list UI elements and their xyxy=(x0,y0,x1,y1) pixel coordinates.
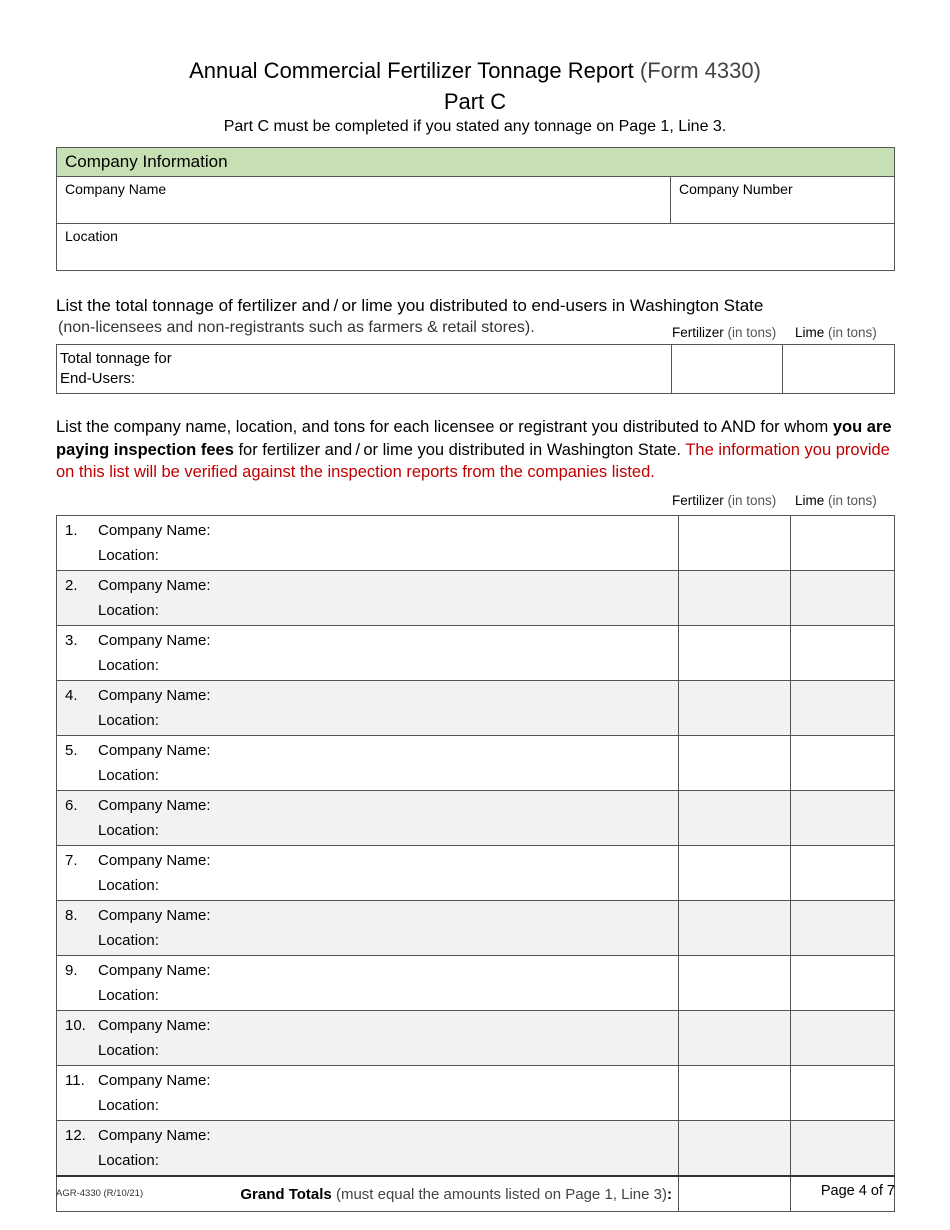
row-lime-input[interactable] xyxy=(791,846,895,901)
row-location-label: Location: xyxy=(98,602,159,619)
row-number: 4. xyxy=(65,687,78,704)
row-lime-input[interactable] xyxy=(791,736,895,791)
company-info-heading: Company Information xyxy=(57,148,895,177)
row-fertilizer-input[interactable] xyxy=(679,1066,791,1121)
licensee-row-label[interactable] xyxy=(57,956,679,1011)
row-fertilizer-input[interactable] xyxy=(679,956,791,1011)
licensee-row-label[interactable] xyxy=(57,571,679,626)
row-company-name-label: Company Name: xyxy=(98,797,211,814)
location-field[interactable] xyxy=(57,224,895,271)
row-number: 1. xyxy=(65,522,78,539)
end-user-lime-input[interactable] xyxy=(783,345,895,394)
end-user-lime-header: Lime (in tons) xyxy=(795,325,877,340)
row-fertilizer-input[interactable] xyxy=(679,626,791,681)
grand-totals-label: Grand Totals (must equal the amounts listed on Page 1, Line 3): xyxy=(57,1176,679,1212)
form-code: AGR-4330 (R/10/21) xyxy=(56,1188,144,1199)
licensee-row xyxy=(57,1121,895,1177)
licensee-row xyxy=(57,846,895,901)
grand-total-fertilizer-input[interactable] xyxy=(679,1176,791,1212)
title-form-number: (Form 4330) xyxy=(639,58,761,83)
licensee-row xyxy=(57,571,895,626)
row-number: 2. xyxy=(65,577,78,594)
row-number: 5. xyxy=(65,742,78,759)
end-user-row-label: Total tonnage for End-Users: xyxy=(57,345,672,394)
row-location-label: Location: xyxy=(98,1042,159,1059)
row-lime-input[interactable] xyxy=(791,571,895,626)
row-fertilizer-input[interactable] xyxy=(679,901,791,956)
row-lime-input[interactable] xyxy=(791,516,895,571)
row-fertilizer-input[interactable] xyxy=(679,571,791,626)
end-user-fertilizer-input[interactable] xyxy=(672,345,783,394)
row-location-label: Location: xyxy=(98,987,159,1004)
row-company-name-label: Company Name: xyxy=(98,1072,211,1089)
row-lime-input[interactable] xyxy=(791,1066,895,1121)
row-number: 8. xyxy=(65,907,78,924)
part-heading: Part C xyxy=(443,89,507,114)
company-number-label: Company Number xyxy=(679,181,793,197)
row-lime-input[interactable] xyxy=(791,956,895,1011)
row-company-name-label: Company Name: xyxy=(98,962,211,979)
row-fertilizer-input[interactable] xyxy=(679,846,791,901)
row-fertilizer-input[interactable] xyxy=(679,1121,791,1177)
licensee-row-label[interactable] xyxy=(57,1121,679,1177)
company-name-field[interactable] xyxy=(57,177,671,224)
licensee-row xyxy=(57,516,895,571)
location-label: Location xyxy=(65,228,118,244)
row-location-label: Location: xyxy=(98,547,159,564)
row-lime-input[interactable] xyxy=(791,681,895,736)
verification-warning: The information you provide on this list will be verified against the inspection reports from the companies listed. xyxy=(56,440,890,481)
row-company-name-label: Company Name: xyxy=(98,632,211,649)
row-fertilizer-input[interactable] xyxy=(679,791,791,846)
end-user-fertilizer-header: Fertilizer (in tons) xyxy=(672,325,777,340)
licensee-row-label[interactable] xyxy=(57,901,679,956)
end-user-table xyxy=(56,344,895,394)
licensee-row-label[interactable] xyxy=(57,1066,679,1121)
row-number: 11. xyxy=(65,1072,85,1089)
row-number: 7. xyxy=(65,852,78,869)
licensee-lime-header: Lime (in tons) xyxy=(795,493,877,508)
end-user-instruction-note: (non-licensees and non-registrants such as farmers & retail stores). xyxy=(58,319,535,336)
row-company-name-label: Company Name: xyxy=(98,522,211,539)
row-number: 3. xyxy=(65,632,78,649)
licensee-row xyxy=(57,626,895,681)
row-location-label: Location: xyxy=(98,877,159,894)
grand-totals-row xyxy=(57,1176,895,1212)
row-number: 9. xyxy=(65,962,78,979)
part-note: Part C must be completed if you stated any tonnage on Page 1, Line 3. xyxy=(223,118,727,135)
row-location-label: Location: xyxy=(98,1152,159,1169)
title-main: Annual Commercial Fertilizer Tonnage Report xyxy=(189,58,634,83)
row-location-label: Location: xyxy=(98,712,159,729)
licensee-row-label[interactable] xyxy=(57,791,679,846)
licensee-row-label[interactable] xyxy=(57,626,679,681)
row-fertilizer-input[interactable] xyxy=(679,1011,791,1066)
row-company-name-label: Company Name: xyxy=(98,577,211,594)
row-company-name-label: Company Name: xyxy=(98,852,211,869)
row-number: 12. xyxy=(65,1127,86,1144)
row-lime-input[interactable] xyxy=(791,1011,895,1066)
licensee-row-label[interactable] xyxy=(57,516,679,571)
licensee-table xyxy=(56,515,895,1212)
row-location-label: Location: xyxy=(98,767,159,784)
licensee-row-label[interactable] xyxy=(57,681,679,736)
row-fertilizer-input[interactable] xyxy=(679,516,791,571)
row-location-label: Location: xyxy=(98,657,159,674)
licensee-row xyxy=(57,681,895,736)
licensee-row xyxy=(57,956,895,1011)
row-lime-input[interactable] xyxy=(791,901,895,956)
row-company-name-label: Company Name: xyxy=(98,1127,211,1144)
row-number: 6. xyxy=(65,797,78,814)
row-company-name-label: Company Name: xyxy=(98,742,211,759)
licensee-row xyxy=(57,1011,895,1066)
row-location-label: Location: xyxy=(98,932,159,949)
licensee-row xyxy=(57,791,895,846)
company-number-field[interactable] xyxy=(671,177,895,224)
licensee-row-label[interactable] xyxy=(57,846,679,901)
company-name-label: Company Name xyxy=(65,181,167,197)
licensee-row-label[interactable] xyxy=(57,1011,679,1066)
company-info-table xyxy=(56,147,895,271)
licensee-row xyxy=(57,1066,895,1121)
row-company-name-label: Company Name: xyxy=(98,907,211,924)
row-fertilizer-input[interactable] xyxy=(679,736,791,791)
row-number: 10. xyxy=(65,1017,86,1034)
row-fertilizer-input[interactable] xyxy=(679,681,791,736)
page-number: Page 4 of 7 xyxy=(820,1183,895,1199)
row-lime-input[interactable] xyxy=(791,626,895,681)
licensee-instruction: List the company name, location, and tons for each licensee or registrant you distributed to AND for whom you are paying inspection fees for fertilizer and / or lime you distributed in Washington State. The information you provide on this list will be verified against the inspection reports from the companies listed. xyxy=(56,418,892,481)
row-lime-input[interactable] xyxy=(791,791,895,846)
row-location-label: Location: xyxy=(98,1097,159,1114)
row-location-label: Location: xyxy=(98,822,159,839)
licensee-row xyxy=(57,901,895,956)
end-user-instruction: List the total tonnage of fertilizer and / or lime you distributed to end-users in Washington State xyxy=(56,296,764,315)
row-company-name-label: Company Name: xyxy=(98,1017,211,1034)
licensee-row-label[interactable] xyxy=(57,736,679,791)
licensee-row xyxy=(57,736,895,791)
row-lime-input[interactable] xyxy=(791,1121,895,1177)
page-title xyxy=(0,58,950,84)
row-company-name-label: Company Name: xyxy=(98,687,211,704)
licensee-fertilizer-header: Fertilizer (in tons) xyxy=(672,493,777,508)
